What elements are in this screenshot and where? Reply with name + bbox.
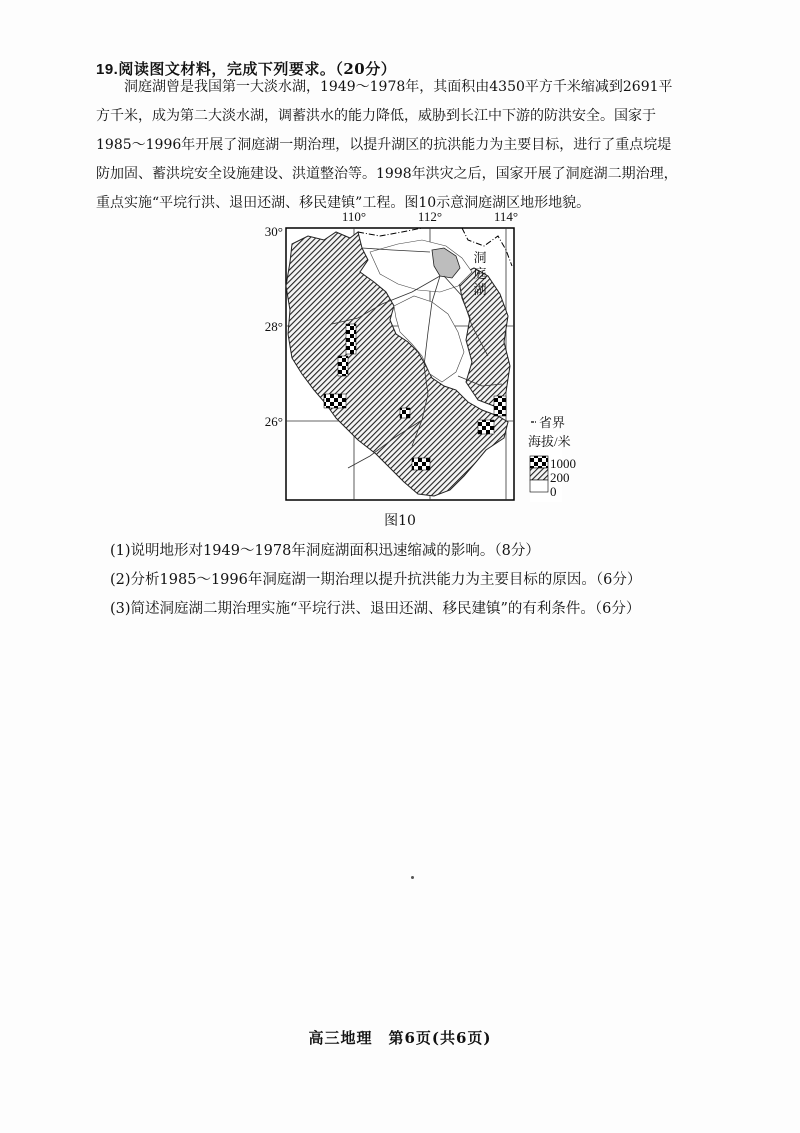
passage-line: 防加固、蓄洪垸安全设施建设、洪道整治等。1998年洪灾之后，国家开展了洞庭湖二期治理， <box>96 166 678 182</box>
lon-label: 114° <box>493 209 519 224</box>
page-footer: 高三地理 第6页(共6页) <box>308 1029 492 1047</box>
lat-label: 28° <box>264 319 283 334</box>
question-instruction: 阅读图文材料，完成下列要求。（20分） <box>118 60 397 78</box>
map-legend <box>528 415 576 502</box>
legend-boundary-label: 省界 <box>539 415 566 430</box>
legend-level: 1000 <box>550 456 576 471</box>
scan-speck <box>411 876 414 879</box>
lat-label: 26° <box>264 414 283 429</box>
legend-swatch-low <box>530 480 548 492</box>
legend-swatch-high <box>530 456 548 468</box>
legend-level: 0 <box>550 484 557 499</box>
lat-label: 30° <box>264 224 283 239</box>
sub-question-list <box>110 537 641 624</box>
passage-line: 1985～1996年开展了洞庭湖一期治理，以提升湖区的抗洪能力为主要目标，进行了重点垸堤 <box>96 137 672 153</box>
sub-question: (3)简述洞庭湖二期治理实施“平垸行洪、退田还湖、移民建镇”的有利条件。（6分） <box>110 601 641 617</box>
reading-passage <box>96 73 708 218</box>
sub-question: (2)分析1985～1996年洞庭湖一期治理以提升抗洪能力为主要目标的原因。（6分） <box>110 572 642 588</box>
terrain-map <box>262 206 576 506</box>
legend-level: 200 <box>550 470 570 485</box>
lake-label: 洞 <box>473 250 487 265</box>
lon-label: 110° <box>341 209 367 224</box>
terrain-map-figure <box>262 206 576 506</box>
passage-line: 方千米，成为第二大淡水湖，调蓄洪水的能力降低，威胁到长江中下游的防洪安全。国家于 <box>96 108 656 124</box>
lake-label: 庭 <box>473 266 487 281</box>
figure-caption: 图10 <box>384 513 416 529</box>
lake-label: 湖 <box>473 282 487 297</box>
question-number: 19. <box>96 61 119 78</box>
legend-title: 海拔/米 <box>528 434 571 449</box>
lon-label: 112° <box>417 209 443 224</box>
sub-question: (1)说明地形对1949～1978年洞庭湖面积迅速缩减的影响。（8分） <box>110 543 540 559</box>
passage-line: 洞庭湖曾是我国第一大淡水湖，1949～1978年，其面积由4350平方千米缩减到2691平 <box>124 79 673 95</box>
legend-swatch-mid <box>530 468 548 480</box>
passage-line: 重点实施“平垸行洪、退田还湖、移民建镇”工程。图10示意洞庭湖区地形地貌。 <box>96 195 591 211</box>
